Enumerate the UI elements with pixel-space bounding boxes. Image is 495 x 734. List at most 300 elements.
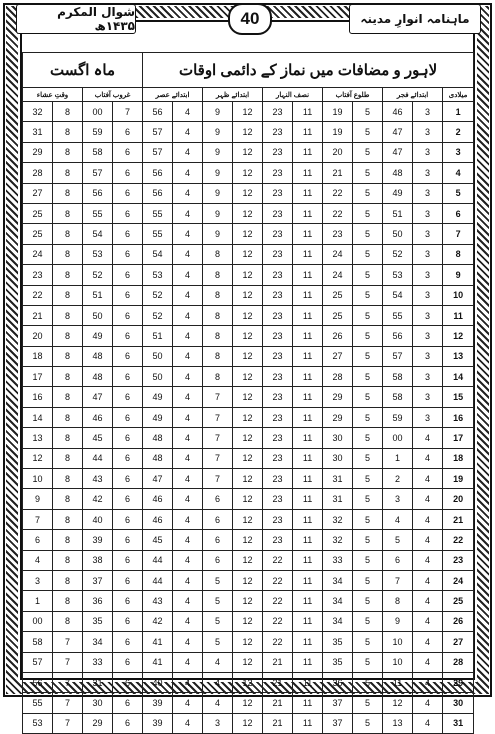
table-cell: 56	[143, 163, 173, 183]
table-cell: 30	[323, 428, 353, 448]
table-cell: 11	[293, 530, 323, 550]
table-cell: 5	[203, 632, 233, 652]
table-cell: 5	[203, 591, 233, 611]
table-cell: 29	[323, 407, 353, 427]
table-cell: 10	[383, 652, 413, 672]
table-cell: 53	[383, 265, 413, 285]
table-cell: 49	[83, 326, 113, 346]
table-cell: 4	[23, 550, 53, 570]
table-cell: 5	[353, 305, 383, 325]
table-cell: 23	[263, 224, 293, 244]
table-cell: 6	[113, 713, 143, 733]
table-cell: 12	[233, 693, 263, 713]
table-row	[23, 183, 474, 203]
table-cell: 6	[113, 570, 143, 590]
table-cell: 12	[233, 652, 263, 672]
table-cell: 23	[263, 407, 293, 427]
table-row	[23, 570, 474, 590]
table-cell: 23	[263, 285, 293, 305]
table-cell: 5	[353, 632, 383, 652]
table-cell: 4	[173, 305, 203, 325]
table-cell: 5	[203, 570, 233, 590]
table-cell: 4	[413, 611, 443, 631]
table-cell: 7	[203, 448, 233, 468]
table-cell: 56	[383, 326, 413, 346]
table-cell: 3	[413, 203, 443, 223]
table-cell: 8	[53, 570, 83, 590]
table-cell: 11	[293, 489, 323, 509]
table-cell: 4	[173, 713, 203, 733]
table-cell: 54	[83, 224, 113, 244]
table-cell: 6	[113, 407, 143, 427]
table-cell: 48	[383, 163, 413, 183]
table-cell: 56	[23, 672, 53, 692]
table-cell: 48	[143, 448, 173, 468]
table-cell: 44	[143, 550, 173, 570]
table-cell: 9	[203, 163, 233, 183]
table-cell: 34	[323, 570, 353, 590]
table-cell: 8	[53, 591, 83, 611]
table-cell: 5	[353, 469, 383, 489]
table-cell: 12	[233, 672, 263, 692]
table-cell: 5	[353, 367, 383, 387]
table-cell: 4	[413, 509, 443, 529]
table-cell: 53	[143, 265, 173, 285]
table-cell: 46	[143, 509, 173, 529]
table-cell: 12	[233, 448, 263, 468]
table-cell: 3	[413, 346, 443, 366]
table-cell: 12	[233, 611, 263, 631]
table-cell: 4	[173, 346, 203, 366]
table-cell: 51	[83, 285, 113, 305]
table-cell: 4	[173, 163, 203, 183]
table-cell: 6	[113, 632, 143, 652]
table-cell: 8	[203, 244, 233, 264]
table-cell: 4	[173, 530, 203, 550]
table-cell: 57	[143, 122, 173, 142]
table-cell: 8	[203, 265, 233, 285]
table-cell: 12	[233, 163, 263, 183]
table-cell: 18	[23, 346, 53, 366]
date-cell: 20	[443, 489, 474, 509]
table-cell: 11	[293, 570, 323, 590]
table-cell: 4	[413, 591, 443, 611]
table-cell: 4	[173, 102, 203, 122]
table-cell: 5	[353, 672, 383, 692]
table-cell: 5	[353, 265, 383, 285]
table-cell: 11	[293, 672, 323, 692]
table-cell: 20	[23, 326, 53, 346]
table-row	[23, 611, 474, 631]
table-cell: 8	[53, 346, 83, 366]
table-cell: 4	[173, 693, 203, 713]
date-cell: 18	[443, 448, 474, 468]
table-cell: 7	[23, 509, 53, 529]
table-cell: 56	[143, 183, 173, 203]
table-cell: 44	[83, 448, 113, 468]
table-cell: 41	[143, 632, 173, 652]
table-cell: 3	[23, 570, 53, 590]
date-cell: 16	[443, 407, 474, 427]
table-cell: 7	[53, 632, 83, 652]
table-cell: 1	[383, 448, 413, 468]
date-cell: 26	[443, 611, 474, 631]
table-cell: 37	[323, 713, 353, 733]
table-cell: 4	[173, 489, 203, 509]
date-cell: 31	[443, 713, 474, 733]
table-cell: 4	[413, 652, 443, 672]
table-cell: 48	[143, 428, 173, 448]
table-cell: 43	[83, 469, 113, 489]
table-cell: 4	[173, 652, 203, 672]
table-row	[23, 530, 474, 550]
column-header: طلوع آفتاب	[323, 88, 383, 102]
table-cell: 39	[143, 713, 173, 733]
date-cell: 15	[443, 387, 474, 407]
table-cell: 56	[143, 102, 173, 122]
table-cell: 23	[263, 387, 293, 407]
table-cell: 5	[353, 509, 383, 529]
page-number: 40	[228, 3, 272, 35]
table-cell: 5	[353, 142, 383, 162]
table-cell: 10	[383, 632, 413, 652]
table-cell: 46	[83, 407, 113, 427]
table-cell: 41	[143, 652, 173, 672]
table-cell: 8	[53, 285, 83, 305]
table-row	[23, 244, 474, 264]
table-cell: 4	[173, 469, 203, 489]
date-cell: 3	[443, 142, 474, 162]
table-cell: 4	[413, 672, 443, 692]
table-cell: 44	[143, 570, 173, 590]
table-cell: 42	[83, 489, 113, 509]
table-cell: 17	[23, 367, 53, 387]
table-cell: 12	[233, 305, 263, 325]
table-cell: 8	[53, 489, 83, 509]
table-cell: 11	[293, 713, 323, 733]
table-cell: 58	[383, 387, 413, 407]
table-cell: 23	[263, 142, 293, 162]
table-cell: 13	[383, 713, 413, 733]
table-cell: 43	[143, 591, 173, 611]
table-cell: 4	[173, 367, 203, 387]
table-cell: 35	[323, 652, 353, 672]
table-cell: 27	[23, 183, 53, 203]
table-cell: 21	[263, 672, 293, 692]
table-cell: 5	[353, 693, 383, 713]
table-cell: 26	[323, 326, 353, 346]
table-cell: 33	[83, 652, 113, 672]
table-cell: 33	[323, 550, 353, 570]
table-row	[23, 387, 474, 407]
table-cell: 55	[23, 693, 53, 713]
table-cell: 8	[203, 305, 233, 325]
table-cell: 6	[113, 489, 143, 509]
date-cell: 8	[443, 244, 474, 264]
table-cell: 8	[53, 305, 83, 325]
table-cell: 12	[233, 428, 263, 448]
table-cell: 11	[293, 611, 323, 631]
table-cell: 8	[383, 591, 413, 611]
table-cell: 45	[143, 530, 173, 550]
table-cell: 12	[233, 346, 263, 366]
table-row	[23, 713, 474, 733]
table-cell: 31	[323, 469, 353, 489]
table-cell: 6	[203, 550, 233, 570]
table-cell: 3	[413, 387, 443, 407]
table-cell: 7	[203, 428, 233, 448]
table-cell: 12	[233, 285, 263, 305]
table-cell: 11	[293, 265, 323, 285]
table-cell: 36	[83, 591, 113, 611]
table-cell: 9	[203, 122, 233, 142]
table-cell: 8	[53, 550, 83, 570]
table-cell: 12	[233, 530, 263, 550]
table-cell: 3	[383, 489, 413, 509]
table-cell: 7	[53, 672, 83, 692]
table-cell: 29	[23, 142, 53, 162]
table-cell: 9	[203, 203, 233, 223]
table-cell: 8	[53, 122, 83, 142]
table-cell: 52	[143, 285, 173, 305]
table-cell: 6	[203, 489, 233, 509]
table-cell: 5	[353, 183, 383, 203]
table-cell: 6	[113, 469, 143, 489]
table-row	[23, 305, 474, 325]
table-cell: 51	[383, 203, 413, 223]
table-cell: 6	[203, 530, 233, 550]
table-cell: 4	[173, 550, 203, 570]
table-cell: 57	[143, 142, 173, 162]
table-cell: 4	[173, 428, 203, 448]
table-cell: 6	[113, 509, 143, 529]
table-cell: 3	[413, 163, 443, 183]
table-cell: 11	[293, 305, 323, 325]
table-cell: 12	[233, 570, 263, 590]
table-cell: 23	[263, 305, 293, 325]
table-cell: 12	[233, 244, 263, 264]
column-header-date: میلادی	[443, 88, 474, 102]
table-cell: 11	[293, 142, 323, 162]
table-cell: 37	[83, 570, 113, 590]
table-cell: 37	[323, 693, 353, 713]
table-cell: 21	[263, 713, 293, 733]
table-cell: 5	[353, 713, 383, 733]
table-cell: 7	[53, 713, 83, 733]
table-cell: 11	[293, 448, 323, 468]
table-cell: 4	[173, 265, 203, 285]
table-row	[23, 652, 474, 672]
table-cell: 6	[113, 183, 143, 203]
table-cell: 6	[113, 550, 143, 570]
table-cell: 12	[233, 142, 263, 162]
table-cell: 23	[263, 163, 293, 183]
table-cell: 00	[383, 428, 413, 448]
table-row	[23, 672, 474, 692]
table-cell: 11	[293, 550, 323, 570]
table-cell: 3	[413, 407, 443, 427]
table-cell: 12	[233, 387, 263, 407]
table-cell: 6	[113, 530, 143, 550]
date-cell: 1	[443, 102, 474, 122]
table-row	[23, 509, 474, 529]
table-cell: 23	[263, 244, 293, 264]
table-cell: 23	[263, 346, 293, 366]
table-cell: 7	[203, 407, 233, 427]
table-cell: 5	[353, 285, 383, 305]
table-cell: 8	[53, 163, 83, 183]
table-cell: 39	[83, 530, 113, 550]
table-cell: 7	[53, 693, 83, 713]
table-cell: 3	[413, 102, 443, 122]
date-cell: 9	[443, 265, 474, 285]
table-cell: 20	[323, 142, 353, 162]
table-cell: 6	[113, 163, 143, 183]
table-cell: 11	[293, 693, 323, 713]
table-cell: 53	[23, 713, 53, 733]
table-cell: 27	[323, 346, 353, 366]
table-cell: 5	[353, 407, 383, 427]
table-cell: 31	[23, 122, 53, 142]
table-cell: 6	[113, 346, 143, 366]
table-cell: 12	[23, 448, 53, 468]
date-cell: 21	[443, 509, 474, 529]
table-cell: 30	[323, 448, 353, 468]
table-cell: 6	[113, 448, 143, 468]
table-cell: 4	[413, 713, 443, 733]
table-cell: 11	[293, 469, 323, 489]
table-cell: 6	[113, 591, 143, 611]
date-cell: 25	[443, 591, 474, 611]
table-row	[23, 448, 474, 468]
table-cell: 6	[113, 611, 143, 631]
table-cell: 5	[353, 102, 383, 122]
column-header: ابتدائے فجر	[383, 88, 443, 102]
table-cell: 4	[203, 672, 233, 692]
table-cell: 11	[383, 672, 413, 692]
table-cell: 23	[263, 530, 293, 550]
table-cell: 4	[173, 326, 203, 346]
table-cell: 5	[353, 203, 383, 223]
table-cell: 6	[23, 530, 53, 550]
table-cell: 4	[173, 509, 203, 529]
table-cell: 58	[83, 142, 113, 162]
table-row	[23, 591, 474, 611]
table-cell: 5	[353, 550, 383, 570]
table-cell: 8	[53, 469, 83, 489]
table-cell: 11	[293, 428, 323, 448]
table-cell: 23	[263, 265, 293, 285]
table-cell: 11	[293, 244, 323, 264]
table-cell: 23	[323, 224, 353, 244]
table-cell: 4	[173, 407, 203, 427]
table-cell: 47	[83, 387, 113, 407]
table-cell: 4	[383, 509, 413, 529]
table-cell: 11	[293, 224, 323, 244]
table-cell: 1	[23, 591, 53, 611]
table-row	[23, 326, 474, 346]
table-row	[23, 122, 474, 142]
table-cell: 4	[173, 122, 203, 142]
table-cell: 55	[143, 203, 173, 223]
table-cell: 6	[113, 244, 143, 264]
table-title-row	[23, 53, 474, 88]
table-cell: 8	[203, 326, 233, 346]
table-cell: 4	[173, 632, 203, 652]
table-cell: 52	[83, 265, 113, 285]
table-row	[23, 632, 474, 652]
column-header: ابتدائے ظہر	[203, 88, 263, 102]
table-cell: 8	[53, 611, 83, 631]
table-cell: 5	[353, 346, 383, 366]
table-cell: 22	[263, 611, 293, 631]
date-cell: 30	[443, 693, 474, 713]
table-cell: 12	[233, 713, 263, 733]
table-cell: 6	[113, 203, 143, 223]
table-cell: 46	[143, 489, 173, 509]
table-row	[23, 285, 474, 305]
table-cell: 3	[413, 122, 443, 142]
table-cell: 4	[173, 244, 203, 264]
table-cell: 51	[143, 326, 173, 346]
table-row	[23, 407, 474, 427]
table-cell: 5	[353, 530, 383, 550]
date-cell: 29	[443, 672, 474, 692]
month-label: ماہ اگست	[23, 53, 143, 88]
table-cell: 4	[173, 285, 203, 305]
table-cell: 8	[53, 367, 83, 387]
table-cell: 5	[353, 591, 383, 611]
table-cell: 49	[143, 387, 173, 407]
table-cell: 52	[143, 305, 173, 325]
table-row	[23, 489, 474, 509]
table-cell: 4	[173, 224, 203, 244]
table-cell: 16	[23, 387, 53, 407]
table-cell: 23	[263, 489, 293, 509]
magazine-title: ماہنامہ انوارِ مدینہ	[349, 4, 481, 34]
date-cell: 28	[443, 652, 474, 672]
table-cell: 23	[263, 102, 293, 122]
table-cell: 9	[203, 142, 233, 162]
table-cell: 42	[143, 611, 173, 631]
table-cell: 7	[203, 387, 233, 407]
table-cell: 28	[23, 163, 53, 183]
table-cell: 24	[23, 244, 53, 264]
table-cell: 10	[23, 469, 53, 489]
table-cell: 23	[263, 509, 293, 529]
table-cell: 3	[413, 367, 443, 387]
table-cell: 22	[263, 591, 293, 611]
table-cell: 7	[203, 469, 233, 489]
table-cell: 8	[53, 203, 83, 223]
table-cell: 8	[53, 428, 83, 448]
table-cell: 7	[383, 570, 413, 590]
table-cell: 12	[233, 509, 263, 529]
table-cell: 4	[173, 591, 203, 611]
table-cell: 12	[383, 693, 413, 713]
table-cell: 6	[113, 672, 143, 692]
table-cell: 45	[83, 428, 113, 448]
table-cell: 3	[413, 305, 443, 325]
table-cell: 5	[353, 244, 383, 264]
table-cell: 48	[83, 367, 113, 387]
table-row	[23, 428, 474, 448]
table-cell: 5	[353, 570, 383, 590]
table-cell: 6	[383, 550, 413, 570]
table-cell: 6	[113, 428, 143, 448]
table-cell: 3	[413, 265, 443, 285]
table-cell: 12	[233, 591, 263, 611]
